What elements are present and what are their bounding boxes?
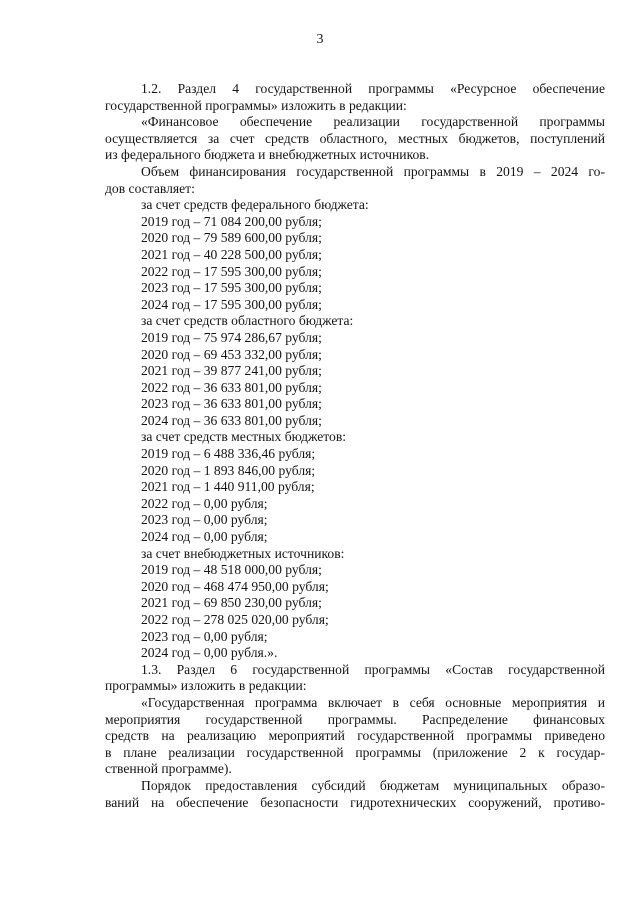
para-financing-line: из федерального бюджета и внебюджетных источников. — [105, 147, 430, 163]
extra-year-item: 2023 год – 0,00 рубля; — [141, 628, 268, 644]
federal-year-item: 2021 год – 40 228 500,00 рубля; — [141, 246, 322, 262]
para-composition-line: ственной программе). — [105, 761, 232, 777]
federal-year-item: 2023 год – 17 595 300,00 рубля; — [141, 280, 322, 296]
extra-year-item: 2021 год – 69 850 230,00 рубля; — [141, 595, 322, 611]
local-year-item: 2020 год – 1 893 846,00 рубля; — [141, 462, 316, 478]
federal-heading: за счет средств федерального бюджета: — [141, 197, 369, 213]
regional-year-item: 2020 год – 69 453 332,00 рубля; — [141, 346, 322, 362]
regional-heading: за счет средств областного бюджета: — [141, 313, 354, 329]
para-1-3-line: программы» изложить в редакции: — [105, 678, 307, 694]
local-year-item: 2022 год – 0,00 рубля; — [141, 495, 268, 511]
para-composition-line: «Государственная программа включает в себя основные мероприятия и — [141, 694, 605, 710]
regional-year-item: 2021 год – 39 877 241,00 рубля; — [141, 363, 322, 379]
extra-year-item: 2020 год – 468 474 950,00 рубля; — [141, 578, 329, 594]
para-composition-line: в плане реализации государственной программы (приложение 2 к государ- — [105, 744, 605, 760]
funding-list — [105, 197, 605, 662]
para-volume-line: Объем финансирования государственной программы в 2019 – 2024 го- — [141, 163, 605, 179]
document-body — [105, 81, 605, 811]
para-financing-line: «Финансовое обеспечение реализации государственной программы — [141, 114, 605, 130]
para-1-3-line: 1.3. Раздел 6 государственной программы «Состав государственной — [141, 661, 605, 677]
para-procedure-line: ваний на обеспечение безопасности гидротехнических сооружений, противо- — [105, 794, 605, 810]
extra-heading: за счет внебюджетных источников: — [141, 545, 345, 561]
para-financing-line: осуществляется за счет средств областного, местных бюджетов, поступлений — [105, 130, 605, 146]
federal-year-item: 2024 год – 17 595 300,00 рубля; — [141, 296, 322, 312]
federal-year-item: 2020 год – 79 589 600,00 рубля; — [141, 230, 322, 246]
federal-year-item: 2022 год – 17 595 300,00 рубля; — [141, 263, 322, 279]
extra-year-item: 2024 год – 0,00 рубля.». — [141, 645, 278, 661]
para-composition-line: мероприятия государственной программы. Распределение финансовых — [105, 711, 605, 727]
regional-year-item: 2022 год – 36 633 801,00 рубля; — [141, 379, 322, 395]
para-procedure-line: Порядок предоставления субсидий бюджетам муниципальных образо- — [141, 777, 605, 793]
local-year-item: 2023 год – 0,00 рубля; — [141, 512, 268, 528]
page-number: 3 — [316, 32, 324, 47]
regional-year-item: 2024 год – 36 633 801,00 рубля; — [141, 412, 322, 428]
local-heading: за счет средств местных бюджетов: — [141, 429, 347, 445]
extra-year-item: 2022 год – 278 025 020,00 рубля; — [141, 612, 329, 627]
para-volume-line: дов составляет: — [105, 180, 195, 196]
para-composition-line: средств на реализацию мероприятий государственной программы приведено — [105, 728, 605, 744]
extra-year-item: 2019 год – 48 518 000,00 рубля; — [141, 562, 322, 578]
local-year-item: 2021 год – 1 440 911,00 рубля; — [141, 479, 315, 495]
local-year-item: 2024 год – 0,00 рубля; — [141, 529, 268, 545]
regional-year-item: 2023 год – 36 633 801,00 рубля; — [141, 396, 322, 412]
federal-year-item: 2019 год – 71 084 200,00 рубля; — [141, 213, 322, 229]
regional-year-item: 2019 год – 75 974 286,67 рубля; — [141, 329, 322, 345]
local-year-item: 2019 год – 6 488 336,46 рубля; — [141, 446, 316, 462]
para-1-2-line: государственной программы» изложить в редакции: — [105, 97, 407, 113]
para-1-2-line: 1.2. Раздел 4 государственной программы «Ресурсное обеспечение — [141, 81, 605, 96]
